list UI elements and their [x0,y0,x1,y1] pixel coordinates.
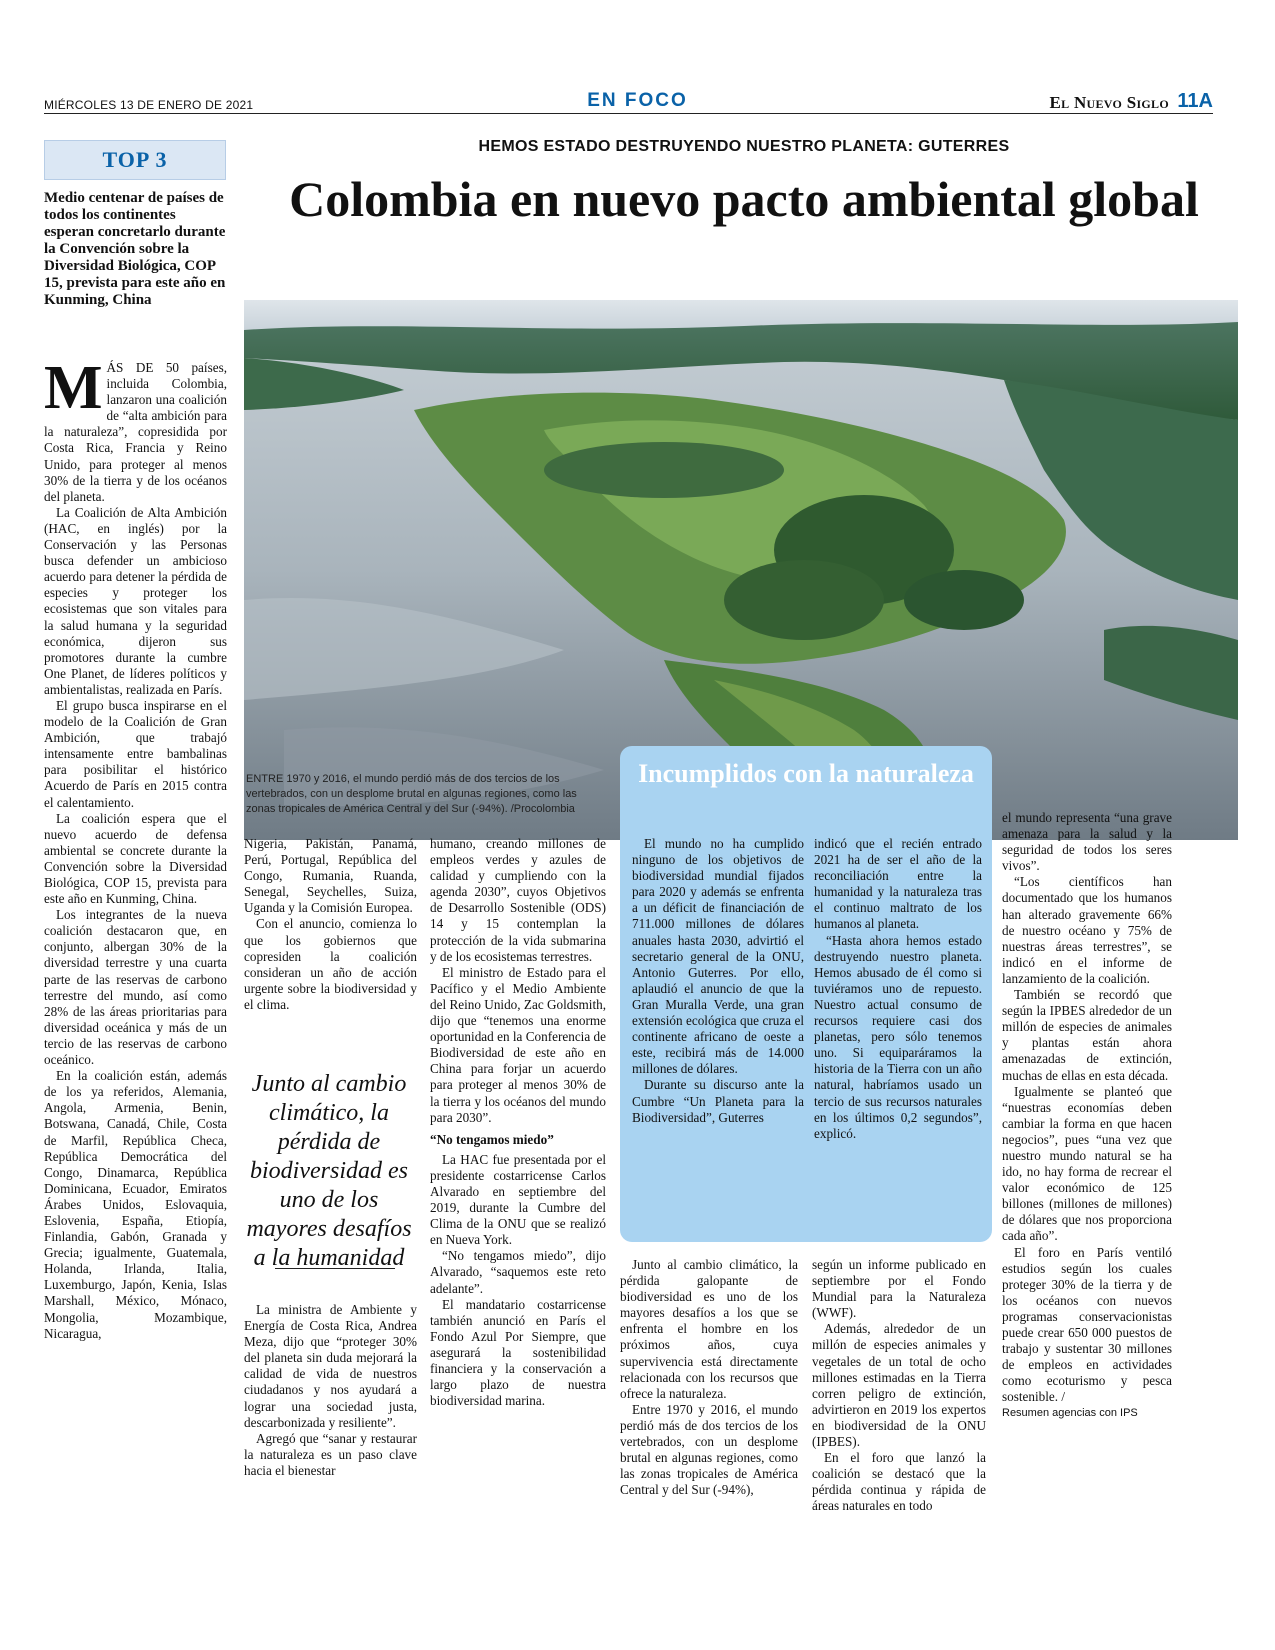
paragraph: el mundo representa “una grave amenaza para la salud y la seguridad de todos los seres vivos”. [1002,810,1172,874]
paragraph: “Los científicos han documentado que los humanos han alterado gravemente 66% de nuestro océano y 75% de nuestras áreas terrestres”, se indicó en el informe de lanzamiento de la coalición. [1002,874,1172,986]
body-column-5 [812,1257,986,1515]
top3-tag: TOP 3 [44,140,226,180]
paragraph: “No tengamos miedo”, dijo Alvarado, “saquemos este reto adelante”. [430,1248,606,1296]
paragraph: La ministra de Ambiente y Energía de Costa Rica, Andrea Meza, dijo que “proteger 30% del planeta sin duda mejorará la calidad de vida de nuestros ciudadanos y nos ayudará a lograr una sociedad justa, descarbonizada y resiliente”. [244,1302,417,1430]
article-kicker: HEMOS ESTADO DESTRUYENDO NUESTRO PLANETA: GUTERRES [478,138,1010,155]
sidebar-box-title: Incumplidos con la naturaleza [638,759,974,788]
paragraph: según un informe publicado en septiembre por el Fondo Mundial para la Naturaleza (WWF). [812,1257,986,1321]
paragraph: La HAC fue presentada por el presidente costarricense Carlos Alvarado en septiembre del 2019, durante la Cumbre del Clima de la ONU que se realizó en Nueva York. [430,1151,606,1248]
drop-cap: M [44,354,103,422]
paragraph: Nigeria, Pakistán, Panamá, Perú, Portugal, República del Congo, Rumania, Ruanda, Senegal, Seychelles, Suiza, Uganda y la Comisión Europea. [244,836,417,916]
paragraph: El mandatario costarricense también anunció en París el Fondo Azul Por Siempre, que asegurará la sostenibilidad financiera y la conservación a largo plazo de nuestra biodiversidad marina. [430,1296,606,1409]
issue-date: MIÉRCOLES 13 DE ENERO DE 2021 [44,98,254,112]
newspaper-brand: El Nuevo Siglo [1049,93,1169,112]
section-label: EN FOCO [587,90,688,111]
body-column-6 [1002,810,1172,1422]
body-column-2-top [244,836,417,1013]
paragraph: En el foro que lanzó la coalición se destacó que la pérdida continua y rápida de áreas naturales en todo [812,1450,986,1514]
subheading: “No tengamos miedo” [430,1131,554,1147]
photo-caption: ENTRE 1970 y 2016, el mundo perdió más de dos tercios de los vertebrados, con un desplome brutal en algunas regiones, como las zonas tropicales de América Central y del Sur (-94%). /Procolombia [246,773,577,815]
paragraph: La Coalición de Alta Ambición (HAC, en inglés) por la Conservación y las Personas busca defender un ambicioso acuerdo para detener la pérdida de especies y proteger los ecosistemas que son vitales para la salud humana y la seguridad económica, dijeron sus promotores durante la cumbre One Planet, de líderes políticos y ambientalistas, realizada en París. [44,504,227,697]
paragraph: Durante su discurso ante la Cumbre “Un Planeta para la Biodiversidad”, Guterres [632,1077,804,1125]
paragraph: El mundo no ha cumplido ninguno de los objetivos de biodiversidad mundial fijados para 2020 y además se enfrenta a un déficit de financiación de 711.000 millones de dólares anuales hasta 2030, advirtió el secretario general de la ONU, Antonio Guterres. Por ello, aplaudió el anuncio de que la Gran Muralla Verde, una gran extensión ecológica que cruza el continente africano de oeste a este, recibirá más de 14.000 millones de dólares. [632,836,804,1077]
paragraph: Con el anuncio, comienza lo que los gobiernos que copresiden la coalición consideran un año de acción urgente sobre la biodiversidad y el clima. [244,916,417,1012]
paragraph: “Hasta ahora hemos estado destruyendo nuestro planeta. Hemos abusado de él como si tuviéramos uno de repuesto. Nuestro actual consumo de recursos requiere casi dos planetas, pero sólo tenemos uno. Si equiparáramos la historia de la Tierra con un año natural, habríamos usado un tercio de sus recursos naturales en los últimos 0,2 segundos”, explicó. [814,932,982,1141]
page-number: 11A [1177,90,1213,112]
paragraph: En la coalición están, además de los ya referidos, Alemania, Angola, Armenia, Benin, Botswana, Canadá, Chile, Costa de Marfil, República Checa, República Democrática del Congo, Dinamarca, República Dominicana, Ecuador, Emiratos Árabes Unidos, Eslovaquia, Eslovenia, España, Etiopía, Finlandia, Gabón, Granada y Grecia; igualmente, Guatemala, Holanda, Irlanda, Italia, Luxemburgo, Japón, Kenia, Islas Marshall, México, Mónaco, Mongolia, Mozambique, Nicaragua, [44,1068,227,1341]
paragraph: Entre 1970 y 2016, el mundo perdió más de dos tercios de los vertebrados, con un desplome brutal en algunas regiones, como las zonas tropicales de América Central y del Sur (-94%), [620,1401,798,1498]
sidebar-box-column-1 [632,836,804,1126]
paragraph: El foro en París ventiló estudios según los cuales proteger 30% de la tierra y de los océanos con nuevos programas conservacionistas puede crear 650 000 puestos de trabajo y sustentar 30 millones de empleos en actividades como ecoturismo y pesca sostenible. / [1002,1244,1172,1405]
paragraph: La coalición espera que el nuevo acuerdo de defensa ambiental se concrete durante la Convención sobre la Diversidad Biológica, COP 15, prevista para este año en Kunming, China. [44,810,227,907]
article-headline: Colombia en nuevo pacto ambiental global [289,171,1199,227]
paragraph: El ministro de Estado para el Pacífico y el Medio Ambiente del Reino Unido, Zac Goldsmith, dijo que “tenemos una enorme oportunidad en la Conferencia de Biodiversidad de este año en China para forjar un acuerdo para proteger al menos 30% de la tierra y los océanos del mundo para 2030”. [430,964,606,1125]
paragraph: Igualmente se planteó que “nuestras economías deben cambiar la forma en que hacen negocios”, pues “una vez que nuestro mundo natural se ha ido, no hay forma de recrear el valor económico de 125 billones (millones de millones) de dólares que nos proporciona cada año”. [1002,1083,1172,1244]
body-column-2-bottom [244,1302,417,1479]
paragraph: Junto al cambio climático, la pérdida galopante de biodiversidad es uno de los mayores desafíos a los que se enfrenta el hombre en los próximos años, cuya supervivencia está directamente relacionada con los recursos que ofrece la naturaleza. [620,1257,798,1401]
pull-quote: Junto al cambio climático, la pérdida de biodiversidad es uno de los mayores desafíos a la humanidad [246,1071,412,1271]
body-column-4 [620,1257,798,1498]
lead-paragraph: MÁS DE 50 países, incluida Colombia, lanzaron una coalición de “alta ambición para la naturaleza”, copresidida por Costa Rica, Francia y Reino Unido, para proteger al menos 30% de la tierra y de los océanos del planeta. [44,354,227,504]
paragraph: El grupo busca inspirarse en el modelo de la Coalición de Gran Ambición, que trabajó intensamente entre bambalinas para posibilitar el histórico Acuerdo de París en 2015 contra el calentamiento. [44,697,227,810]
paragraph: Además, alrededor de un millón de especies animales y vegetales de un total de ocho millones estimadas en la Tierra corren peligro de extinción, advirtieron en 2019 los expertos en biodiversidad de la ONU (IPBES). [812,1321,986,1450]
article-signature: Resumen agencias con IPS [1002,1407,1138,1420]
body-column-3 [430,836,606,1409]
paragraph: También se recordó que según la IPBES alrededor de un millón de especies de animales y plantas están ahora amenazadas de extinción, muchas de ellas en esta década. [1002,987,1172,1083]
sidebar-box-column-2 [814,836,982,1142]
paragraph: Los integrantes de la nueva coalición destacaron que, en conjunto, albergan 30% de la diversidad terrestre y una cuarta parte de las reservas de carbono terrestre del mundo, así como 28% de las áreas prioritarias para diversidad oceánica y más de un tercio de las reservas de carbono oceánico. [44,907,227,1068]
paragraph: humano, creando millones de empleos verdes y azules de calidad y cumpliendo con la agenda 2030”, cuyos Objetivos de Desarrollo Sostenible (ODS) 14 y 15 contemplan la protección de la vida submarina y de los ecosistemas terrestres. [430,836,606,964]
article-summary: Medio centenar de países de todos los continentes esperan concretarlo durante la Convención sobre la Diversidad Biológica, COP 15, prevista para este año en Kunming, China [44,190,226,308]
paragraph: Agregó que “sanar y restaurar la naturaleza es un paso clave hacia el bienestar [244,1430,417,1478]
paragraph: indicó que el recién entrado 2021 ha de ser el año de la reconciliación entre la humanidad y la naturaleza tras el continuo maltrato de los humanos al planeta. [814,836,982,932]
header-rule [44,113,1213,114]
body-column-1 [44,354,227,1342]
pull-quote-rule [275,1268,395,1269]
